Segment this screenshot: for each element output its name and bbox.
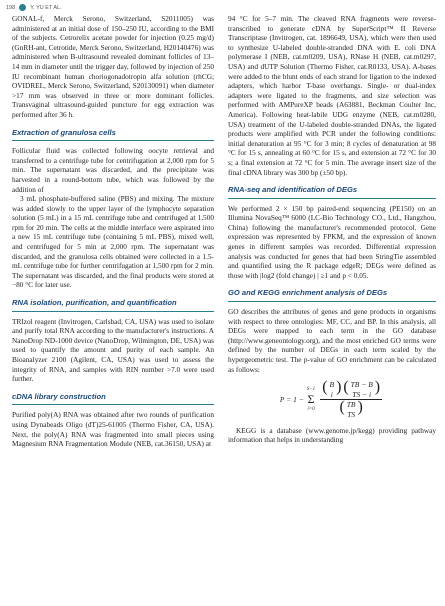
section-title: GO and KEGG enrichment analysis of DEGs <box>228 288 436 302</box>
section-title: cDNA library construction <box>12 392 214 406</box>
paragraph: 3 mL phosphate-buffered saline (PBS) and mixing. The mixture was added slowly to the upper layer of the lymphocyte separation solution (5 mL) in a 15 mL centrifuge tube and centrifuged at 1,500 rpm for 20 min. The cells at the middle interface were aspirated into a new 15 mL centrifuge tube (containing 5 mL PBS), mixed well, and centrifuged for 5 min at 2,000 rpm. The supernatant was discarded, and the granulosa cells obtained were collected in a 1.5-mL centrifuge tube for further centrifugation at 1,500 rpm for 2 min. The supernatant was discarded, and the final products were stored at −80 °C for later use. <box>12 194 214 290</box>
paragraph: We performed 2 × 150 bp paired-end sequencing (PE150) on an Illumina NovaSeq™ 6000 (LC-Bio Technology CO., Ltd., Hangzhou, China) following the manufacturer's recommended protocol. Gene expression was represented by FPKM, and the expression of known genes in different samples was recorded. Differential expression analysis was conducted for genes that had been StringTie assembled and quantified using the R package edgeR; DEGs were defined as those with |log2 (fold change) | ≥1 and p < 0.05. <box>228 203 436 280</box>
formula-sum <box>307 385 315 415</box>
formula-fraction <box>320 380 382 419</box>
section-rna-isolation <box>12 298 214 384</box>
formula-denominator: ( TB TS ) <box>339 398 363 419</box>
sum-lower: i=0 <box>307 407 315 413</box>
journal-logo-icon <box>19 4 26 11</box>
binom-tb-bottom: TS − i <box>352 389 372 399</box>
paragraph: TRIzol reagent (Invitrogen, Carlsbad, CA, USA) was used to isolate and purify total RNA according to the manufacturer's instructions. A NanoDrop ND-1000 device (NanoDrop, Wilmington, DE, USA) was used to quantify the amount and purity of each sample. An Bioanalyzer 2100 (Agilent, CA, USA) was used to assess the integrity of RNA, and samples with RIN number >7.0 were used further. <box>12 316 214 384</box>
running-authors: Y. YU ET AL. <box>30 4 62 11</box>
continued-paragraph: 94 °C for 5–7 min. The cleaved RNA fragments were reverse-transcribed to generate cDNA by SuperScript™ II Reverse Transcriptase (Invitrogen, cat. 1896649, USA), which were then used to synthesize U-labeled double-stranded DNA with E. coli DNA polymerase I (NEB, cat.m0209, USA), RNase H (NEB, cat.m0297, USA) and dUTP Solution (Thermo Fisher, cat.R0133, USA). A-bases were added to the blunt ends of each strand for ligation to the indexed adapters, which harbor T-base overhangs. Single- or dual-index adapters were ligated to the fragments, and size selection was performed with AMPureXP beads (A63881, Beckman Coulter Inc, America). Following heat-labile UDG enzyme (NEB, cat.m0280, USA) treatment of the U-labeled double-stranded DNAs, the ligated products were amplified with PCR under the following conditions: initial denaturation at 95 °C for 3 min; 8 cycles of denaturation at 98 °C for 15 s, annealing at 60 °C for 15 s, and extension at 72 °C for 30 s; a final extension at 72 °C for 5 min. The average insert size of the final cDNA library was 300 bp (±50 bp). <box>228 14 436 177</box>
section-title: RNA isolation, purification, and quantification <box>12 298 214 312</box>
page-number: 198 <box>6 4 16 11</box>
sigma-symbol: Σ <box>307 392 315 407</box>
binom-tb-top: TB − B <box>350 380 373 390</box>
formula-numerator: ( B i ) ( TB − B TS − i ) <box>322 378 381 399</box>
intro-paragraph: GONAL-f, Merck Serono, Switzerland, S2011005) was administered at an initial dose of 150–250 IU, according to the BMI of the subjects. Cetrorelix acetate powder for injection (0.25 mg/d) (GnRH-ant, Cetrotide, Merck Serono, Switzerland, H20140476) was administered when B-ultrasound revealed dominant follicles of 13–14 mm in diameter until the trigger day, followed by injection of 250 IU recombinant human choriogonadotropin alfa solution (rhCG; OVIDREL, Merck Serono, Switzerland, S20130091) when diameter >17 mm was observed in three or more dominant follicles. Transvaginal ultrasound-guided puncture for egg extraction was performed after 36 h. <box>12 14 214 119</box>
paragraph: Follicular fluid was collected following oocyte retrieval and transferred to a centrifuge tube for centrifugation at 2,000 rpm for 5 min. The supernatant was discarded, and the precipitate was harvested in a round-bottom tube, which was followed by the addition of <box>12 146 214 194</box>
binom-b-top: B <box>329 380 335 390</box>
paragraph: GO describes the attributes of genes and gene products in organisms with respect to three ontologies: MF, CC, and BP. In this analysis, all DEGs were mapped to each term in the GO database (http://www.geneontology.org), and the most enriched GO terms were defined by the number of DEGs in each term scaled by the hypergeometric test. The p-value of GO enrichment can be calculated as follows: <box>228 307 436 374</box>
left-column <box>12 14 214 604</box>
formula-lhs: P = 1 − <box>279 395 304 405</box>
section-rna-seq <box>228 185 436 280</box>
section-cdna-library <box>12 392 214 449</box>
section-title: RNA-seq and identification of DEGs <box>228 185 436 199</box>
hypergeometric-formula <box>228 380 436 419</box>
sum-upper: S−1 <box>306 386 316 392</box>
binom-den-top: TB <box>346 400 356 410</box>
binom-b-bottom: i <box>330 389 333 399</box>
binom-den-bottom: TS <box>347 409 356 419</box>
section-extraction <box>12 128 214 291</box>
right-column <box>228 14 436 604</box>
section-go-kegg <box>228 288 436 444</box>
section-title: Extraction of granulosa cells <box>12 128 214 142</box>
running-header <box>6 3 439 12</box>
paragraph: Purified poly(A) RNA was obtained after two rounds of purification using Dynabeads Oligo (dT)25-61005 (Thermo Fisher, CA, USA). Next, the poly(A) RNA was fragmented into small pieces using Magnesium RNA Fragmentation Module (NEB, cat.36150, USA) at <box>12 410 214 449</box>
paragraph: KEGG is a database (www.genome.jp/kegg) providing pathway information that helps in understanding <box>228 425 436 445</box>
